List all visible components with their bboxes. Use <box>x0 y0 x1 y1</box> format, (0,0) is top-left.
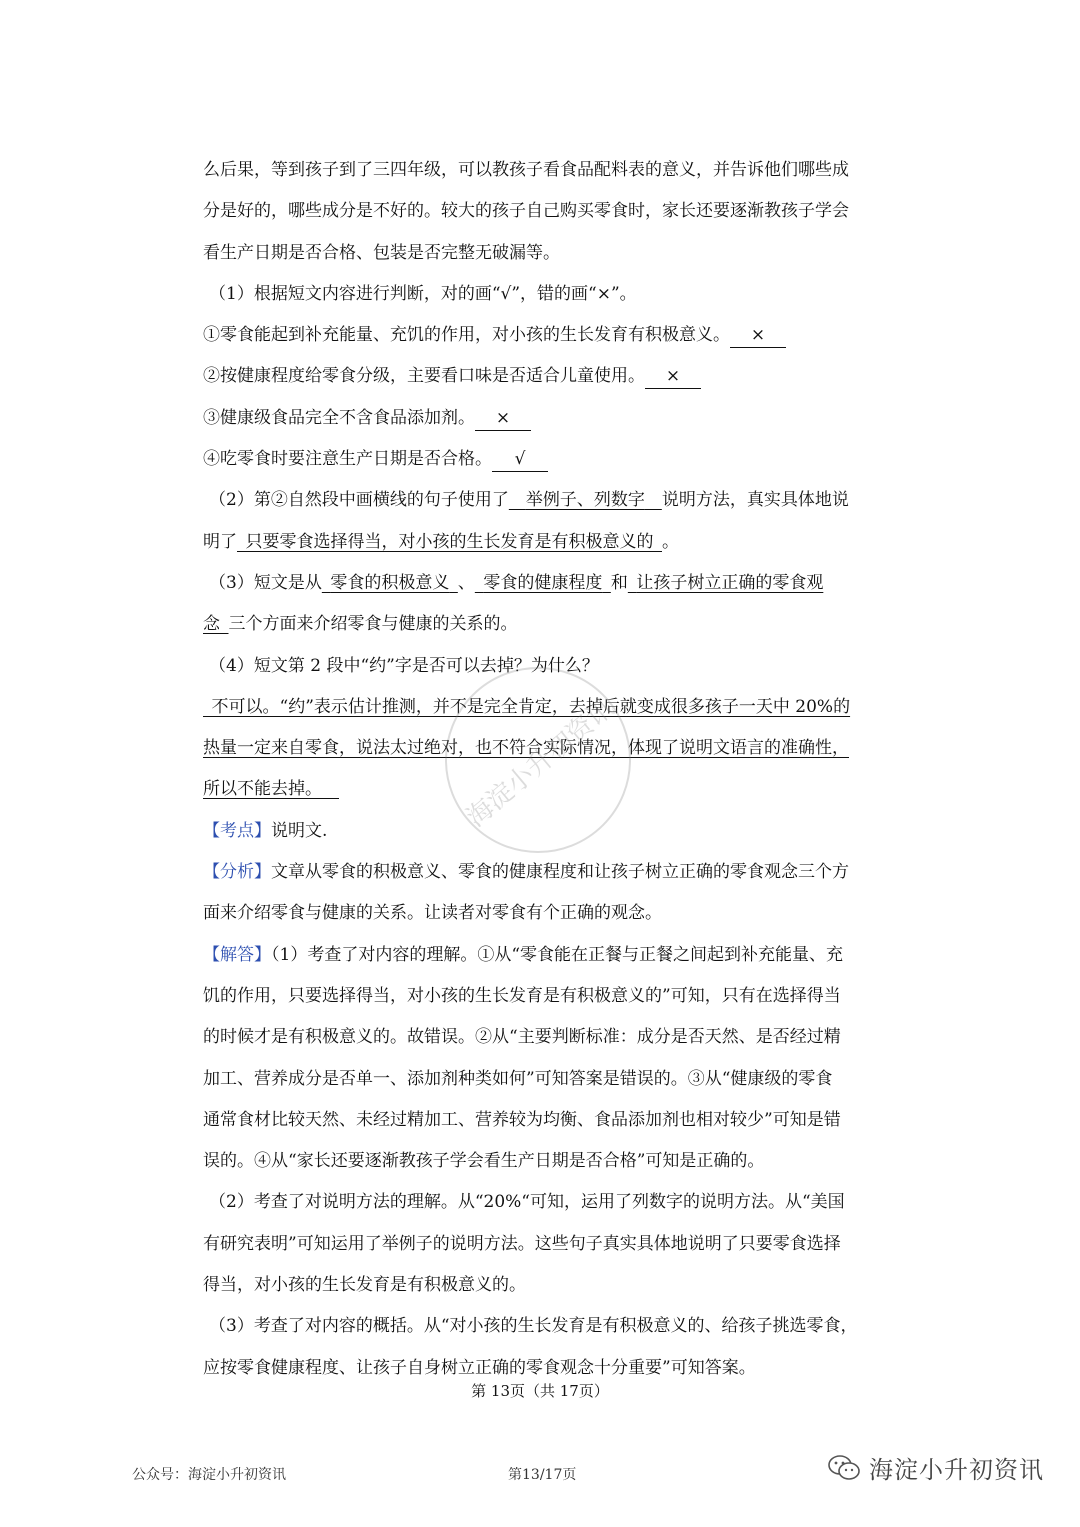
answer-blank: × <box>475 406 531 431</box>
page-number: 第 13页（共 17页） <box>471 1382 609 1400</box>
jieda-line: 误的。④从“家长还要逐渐教孩子学会看生产日期是否合格”可知是正确的。 <box>203 1151 765 1172</box>
jieda-line: 的时候才是有积极意义的。故错误。②从“主要判断标准：成分是否天然、是否经过精 <box>203 1027 841 1048</box>
question-1-item: ②按健康程度给零食分级，主要看口味是否适合儿童使用。 × <box>203 356 903 397</box>
paragraph-line: 看生产日期是否合格、包装是否完整无破漏等。 <box>203 242 560 263</box>
account-label: 公众号：海淀小升初资讯 <box>132 1467 286 1483</box>
question-1-item: ③健康级食品完全不含食品添加剂。 × <box>203 398 903 439</box>
question-1-item: ①零食能起到补充能量、充饥的作用，对小孩的生长发育有积极意义。 × <box>203 315 903 356</box>
question-4-prompt: （4）短文第 2 段中“约”字是否可以去掉？为什么？ <box>209 655 599 676</box>
answer-blank: 零食的健康程度 <box>483 572 603 593</box>
page-indicator: 第13/17页 <box>508 1467 577 1483</box>
jieda-line: （2）考查了对说明方法的理解。从“20%“可知，运用了列数字的说明方法。从“美国 <box>209 1192 845 1213</box>
jieda-tag: 【解答】 <box>203 944 271 965</box>
answer-blank: 举例子、列数字 <box>525 490 645 511</box>
question-3-cont: 念 三个方面来介绍零食与健康的关系的。 <box>203 614 518 635</box>
question-4-answer: 不可以。“约”表示估计推测，并不是完全肯定，去掉后就变成很多孩子一天中 20%的 <box>211 696 851 717</box>
jieda-line: 加工、营养成分是否单一、添加剂种类如何”可知答案是错误的。③从“健康级的零食 <box>203 1068 833 1089</box>
jieda-line: 有研究表明”可知运用了举例子的说明方法。这些句子真实具体地说明了只要零食选择 <box>203 1233 841 1254</box>
question-1-item: ④吃零食时要注意生产日期是否合格。 √ <box>203 439 903 480</box>
jieda-line: 应按零食健康程度、让孩子自身树立正确的零食观念十分重要”可知答案。 <box>203 1357 756 1378</box>
answer-blank: 念 <box>203 614 220 635</box>
answer-blank: × <box>645 364 701 389</box>
paragraph-line: 么后果，等到孩子到了三四年级，可以教孩子看食品配料表的意义，并告诉他们哪些成 <box>203 160 849 180</box>
fenxi-line: 【分析】文章从零食的积极意义、零食的健康程度和让孩子树立正确的零食观念三个方 <box>203 862 849 883</box>
brand-mark <box>827 1450 1044 1485</box>
answer-blank: 只要零食选择得当，对小孩的生长发育是有积极意义的 <box>245 531 654 552</box>
brand-name: 海淀小升初资讯 <box>869 1456 1044 1484</box>
answer-blank: √ <box>492 447 548 472</box>
watermark-text: 海淀小升初资讯 <box>461 693 620 834</box>
question-2-cont: 明了 只要零食选择得当，对小孩的生长发育是有积极意义的 。 <box>203 531 679 552</box>
paragraph-line: 分是好的，哪些成分是不好的。较大的孩子自己购买零食时，家长还要逐渐教孩子学会 <box>203 201 849 222</box>
fenxi-tag: 【分析】 <box>203 862 271 883</box>
question-2: （2）第②自然段中画横线的句子使用了 举例子、列数字 说明方法，真实具体地说 <box>209 490 849 511</box>
question-4-answer: 所以不能去掉。 <box>203 779 322 800</box>
answer-blank: 让孩子树立正确的零食观 <box>636 572 824 593</box>
answer-blank: 零食的积极意义 <box>330 572 450 593</box>
kaodian-line: 【考点】说明文. <box>203 820 328 841</box>
answer-blank: × <box>730 323 786 348</box>
jieda-line: 得当，对小孩的生长发育是有积极意义的。 <box>203 1275 526 1296</box>
jieda-line: 【解答】（1）考查了对内容的理解。①从“零食能在正餐与正餐之间起到补充能量、充 <box>203 944 844 965</box>
fenxi-line: 面来介绍零食与健康的关系。让读者对零食有个正确的观念。 <box>203 903 662 924</box>
question-3: （3）短文是从 零食的积极意义 、 零食的健康程度 和 让孩子树立正确的零食观 <box>209 572 824 593</box>
jieda-line: （3）考查了对内容的概括。从“对小孩的生长发育是有积极意义的、给孩子挑选零食， <box>209 1316 858 1337</box>
document-body <box>203 150 903 1389</box>
jieda-line: 饥的作用，只要选择得当，对小孩的生长发育是有积极意义的”可知，只有在选择得当 <box>203 985 841 1006</box>
jieda-line: 通常食材比较天然、未经过精加工、营养较为均衡、食品添加剂也相对较少”可知是错 <box>203 1109 841 1130</box>
wechat-icon <box>827 1453 861 1483</box>
question-4-answer: 热量一定来自零食，说法太过绝对，也不符合实际情况，体现了说明文语言的准确性， <box>203 738 849 759</box>
kaodian-tag: 【考点】 <box>203 820 271 841</box>
question-1-prompt: （1）根据短文内容进行判断，对的画“√”，错的画“×”。 <box>209 283 637 304</box>
